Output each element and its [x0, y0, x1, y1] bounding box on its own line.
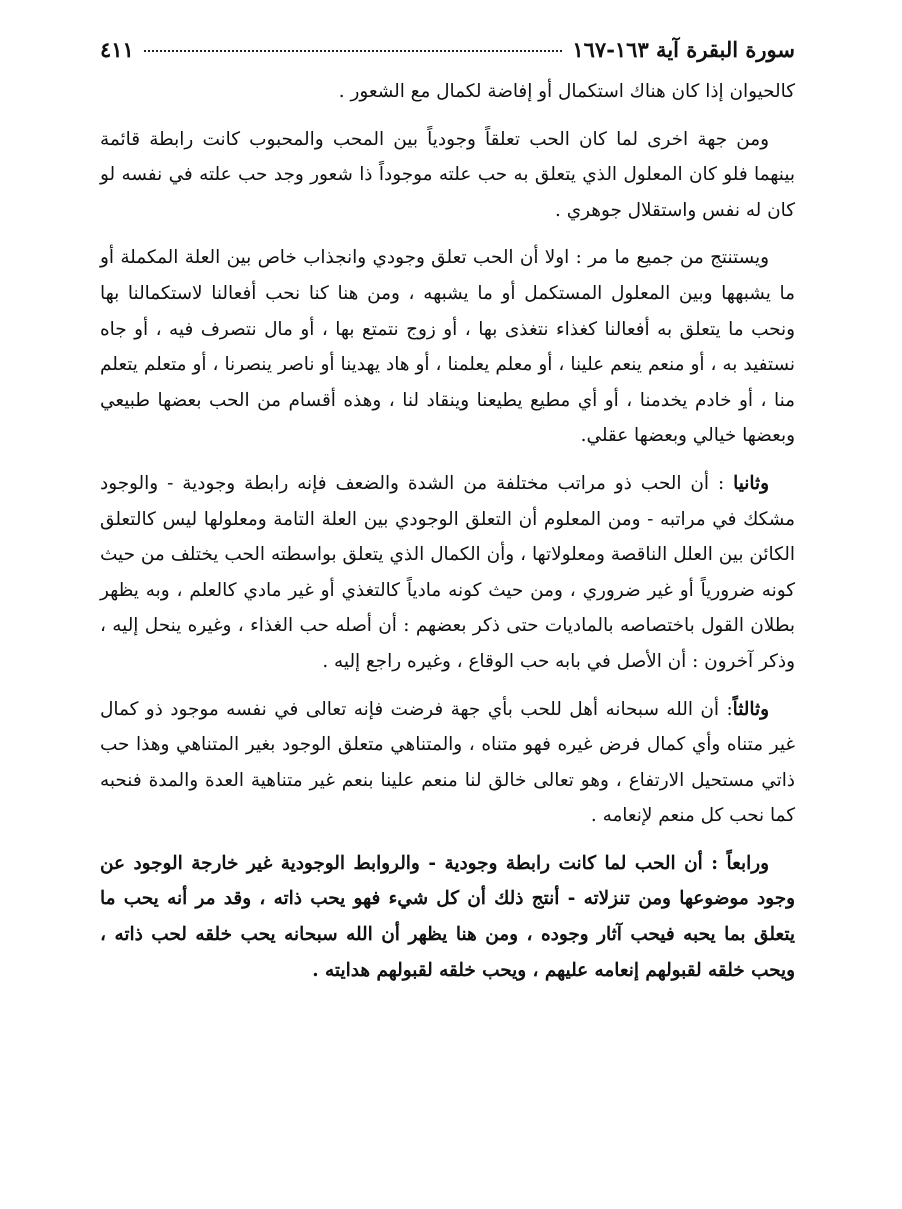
book-page — [100, 32, 795, 988]
paragraph-2 — [100, 122, 795, 229]
paragraph-1 — [100, 74, 795, 110]
paragraph-text: : أن الله سبحانه أهل للحب بأي جهة فرضت فإنه تعالى في نفسه موجود ذو كمال غير متناه وأي كمال فرض غيره فهو متناه ، والمتناهي متعلق الوجود بغير المتناهي وهذا حب ذاتي مستحيل الارتفاع ، وهو تعالى خالق لنا منعم علينا بنعم غير متناهية العدة والمدة فنحبه كما نحب كل منعم لإنعامه . — [100, 698, 795, 827]
paragraph-6 — [100, 846, 795, 988]
running-head-title: سورة البقرة آية ١٦٣-١٦٧ — [572, 36, 795, 62]
paragraph-4 — [100, 466, 795, 680]
paragraph-lead: وثانيا — [733, 472, 769, 494]
paragraph-text: ومن جهة اخرى لما كان الحب تعلقاً وجودياً بين المحب والمحبوب كانت رابطة قائمة بينهما فلو كان المعلول الذي يتعلق به حب علته موجوداً ذا شعور وجد حب علته في نفسه لو كان له نفس واستقلال جوهري . — [100, 128, 795, 221]
header-dotted-rule — [144, 50, 563, 52]
paragraph-lead: ورابعاً — [726, 852, 769, 874]
paragraph-3 — [100, 240, 795, 454]
page-number: ٤١١ — [100, 36, 134, 62]
paragraph-text: كالحيوان إذا كان هناك استكمال أو إفاضة لكمال مع الشعور . — [338, 81, 795, 102]
paragraph-text: ويستنتج من جميع ما مر : اولا أن الحب تعلق وجودي وانجذاب خاص بين العلة المكملة أو ما يشبهها وبين المعلول المستكمل أو ما يشبهه ، ومن هنا كنا نحب أفعالنا لاستكمالنا بها ونحب ما يتعلق به أفعالنا كغذاء نتغذى بها ، أو زوج نتمتع بها ، أو مال نتصرف فيه ، أو جاه نستفيد به ، أو منعم ينعم علينا ، أو معلم يعلمنا ، أو هاد يهدينا أو ناصر ينصرنا ، أو متعلم يتعلم منا ، أو خادم يخدمنا ، أو أي مطيع يطيعنا وينقاد لنا ، وهذه أقسام من الحب بعضها طبيعي وبعضها خيالي وبعضها عقلي. — [100, 247, 795, 447]
paragraph-lead: وثالثاً — [732, 698, 769, 720]
paragraph-text: : أن الحب ذو مراتب مختلفة من الشدة والضعف فإنه رابطة وجودية - والوجود مشكك في مراتبه - ومن المعلوم أن التعلق الوجودي بين العلة التامة ومعلولها ليس كالتعلق الكائن بين العلل الناقصة ومعلولاتها ، وأن الكمال الذي يتعلق بواسطته الحب يختلف من حيث كونه ضرورياً أو غير ضروري ، ومن حيث كونه مادياً كالتغذي أو غير مادي كالعلم ، وبه يظهر بطلان القول باختصاصه بالماديات حتى ذكر بعضهم : أن أصله حب الغذاء ، وغيره ينحل إليه ، وذكر آخرون : أن الأصل في بابه حب الوقاع ، وغيره راجع إليه . — [100, 472, 795, 672]
paragraph-text: : أن الحب لما كانت رابطة وجودية - والروابط الوجودية غير خارجة الوجود عن وجود موضوعها ومن تنزلاته - أنتج ذلك أن كل شيء فهو يحب ذاته ، وقد مر أنه يحب ما يتعلق بما يحبه فيحب آثار وجوده ، ومن هنا يظهر أن الله سبحانه يحب خلقه لحب ذاته ، ويحب خلقه لقبولهم إنعامه عليهم ، ويحب خلقه لقبولهم هدايته . — [100, 852, 795, 981]
paragraph-5 — [100, 692, 795, 834]
page-header — [100, 32, 795, 66]
